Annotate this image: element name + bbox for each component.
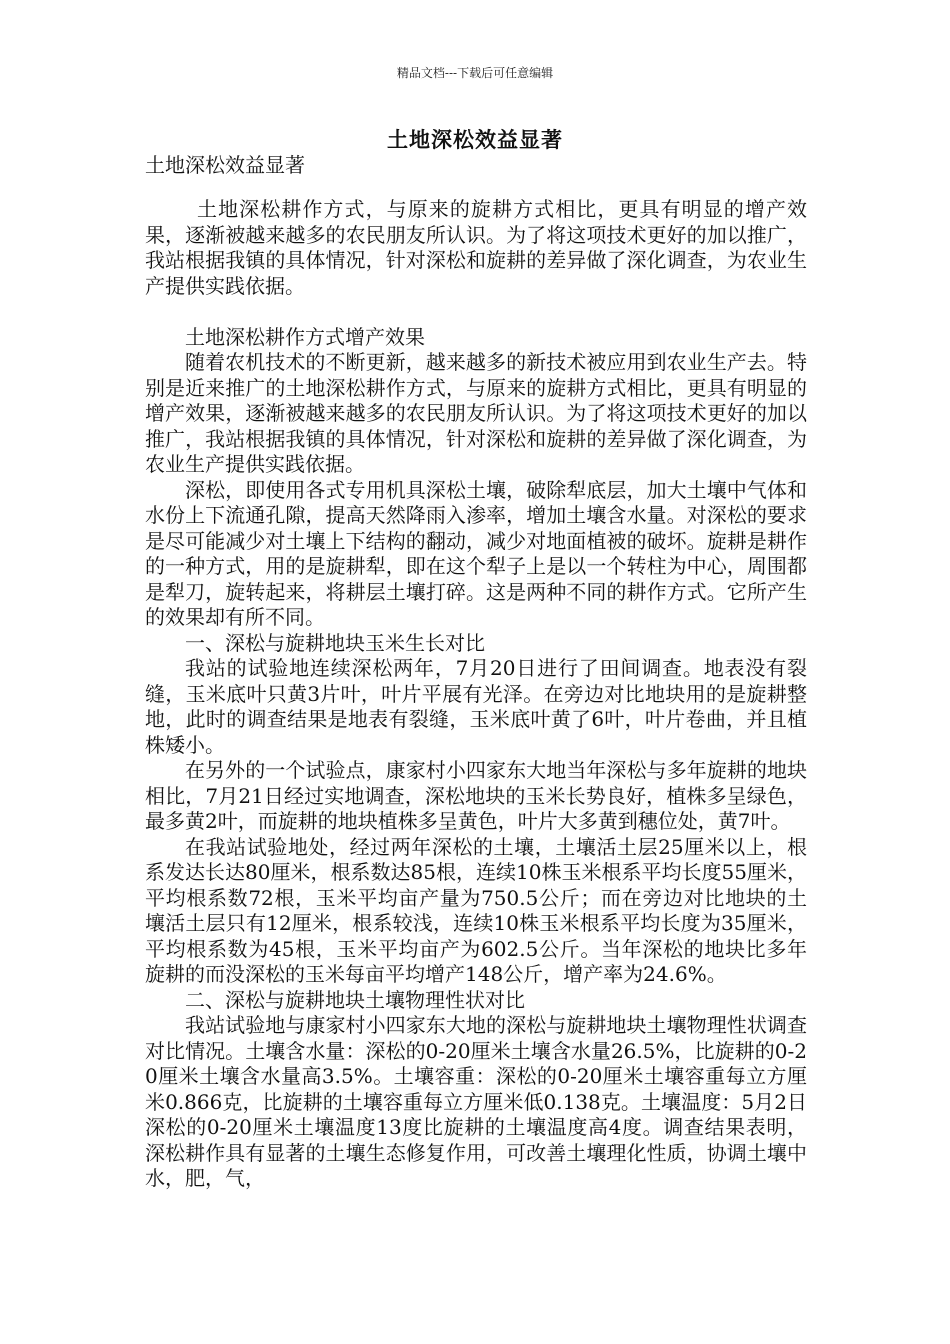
document-subtitle: 土地深松效益显著 — [145, 153, 305, 177]
document-title: 土地深松效益显著 — [387, 127, 563, 152]
section-heading: 一、深松与旋耕地块玉米生长对比 — [185, 630, 485, 655]
body-paragraph: 在另外的一个试验点，康家村小四家东大地当年深松与多年旋耕的地块相比，7月21日经过实地调查，深松地块的玉米长势良好，植株多呈绿色，最多黄2叶，而旋耕的地块植株多呈黄色，叶片大多黄到穗位处，黄7叶。 — [145, 758, 807, 833]
body-paragraph: 深松，即使用各式专用机具深松土壤，破除犁底层，加大土壤中气体和水份上下流通孔隙，提高天然降雨入渗率，增加土壤含水量。对深松的要求是尽可能减少对土壤上下结构的翻动，减少对地面植被的破坏。旋耕是耕作的一种方式，用的是旋耕犁，即在这个犁子上是以一个转柱为中心，周围都是犁刀，旋转起来，将耕层土壤打碎。这是两种不同的耕作方式。它所产生的效果却有所不同。 — [145, 477, 807, 629]
intro-paragraph: 土地深松耕作方式，与原来的旋耕方式相比，更具有明显的增产效果，逐渐被越来越多的农民朋友所认识。为了将这项技术更好的加以推广，我站根据我镇的具体情况，针对深松和旋耕的差异做了深化调查，为农业生产提供实践依据。 — [145, 197, 807, 298]
document-body — [145, 197, 807, 1192]
body-paragraph: 我站试验地与康家村小四家东大地的深松与旋耕地块土壤物理性状调查对比情况。土壤含水量：深松的0-20厘米土壤含水量26.5%，比旋耕的0-20厘米土壤含水量高3.5%。土壤容重：深松的0-20厘米土壤容重每立方厘米0.866克，比旋耕的土壤容重每立方厘米低0.138克。土壤温度：5月2日深松的0-20厘米土壤温度13度比旋耕的土壤温度高4度。调查结果表明，深松耕作具有显著的土壤生态修复作用，可改善土壤理化性质，协调土壤中水，肥，气， — [145, 1013, 807, 1190]
section-heading: 二、深松与旋耕地块土壤物理性状对比 — [185, 987, 525, 1012]
section-heading: 土地深松耕作方式增产效果 — [185, 324, 425, 349]
body-paragraph: 在我站试验地处，经过两年深松的土壤，土壤活土层25厘米以上，根系发达长达80厘米，根系数达85根，连续10株玉米根系平均长度55厘米，平均根系数72根，玉米平均亩产量为750.5公斤；而在旁边对比地块的土壤活土层只有12厘米，根系较浅，连续10株玉米根系平均长度为35厘米，平均根系数为45根，玉米平均亩产为602.5公斤。当年深松的地块比多年旋耕的而没深松的玉米每亩平均增产148公斤，增产率为24.6%。 — [145, 834, 807, 986]
page-header-note: 精品文档---下载后可任意编辑 — [396, 66, 554, 80]
body-paragraph: 我站的试验地连续深松两年，7月20日进行了田间调查。地表没有裂缝，玉米底叶只黄3片叶，叶片平展有光泽。在旁边对比地块用的是旋耕整地，此时的调查结果是地表有裂缝，玉米底叶黄了6叶，叶片卷曲，并且植株矮小。 — [145, 656, 807, 757]
body-paragraph: 随着农机技术的不断更新，越来越多的新技术被应用到农业生产去。特别是近来推广的土地深松耕作方式，与原来的旋耕方式相比，更具有明显的增产效果，逐渐被越来越多的农民朋友所认识。为了将这项技术更好的加以推广，我站根据我镇的具体情况，针对深松和旋耕的差异做了深化调查，为农业生产提供实践依据。 — [145, 350, 807, 476]
